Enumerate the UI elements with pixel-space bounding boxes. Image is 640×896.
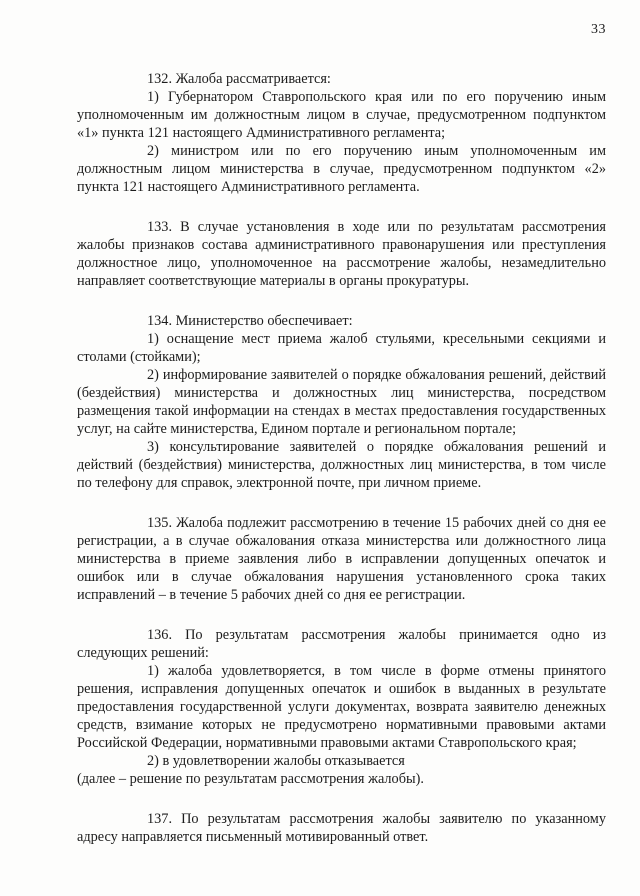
spacer [77,290,606,312]
paragraph-134-item-1: 1) оснащение мест приема жалоб стульями, кресельными секциями и столами (стойками); [77,331,606,365]
document-body [77,70,606,846]
paragraph-135: 135. Жалоба подлежит рассмотрению в течение 15 рабочих дней со дня ее регистрации, а в случае обжалования отказа министерства или должностного лица министерства в приеме заявления либо в исправлении допущенных опечаток и ошибок или в случае обжалования нарушения установленного срока таких исправлений – в течение 5 рабочих дней со дня ее регистрации. [77,515,606,603]
paragraph-134-item-3: 3) консультирование заявителей о порядке обжалования решений и действий (бездействия) министерства, должностных лиц министерства, в том числе по телефону для справок, электронной почте, при личном приеме. [77,439,606,491]
paragraph-136-item-1: 1) жалоба удовлетворяется, в том числе в форме отмены принятого решения, исправления допущенных опечаток и ошибок в выданных в результате предоставления государственной услуги документах, возврата заявителю денежных средств, взимание которых не предусмотрено нормативными правовыми актами Российской Федерации, нормативными правовыми актами Ставропольского края; [77,663,606,751]
page-number: 33 [591,22,606,37]
spacer [77,492,606,514]
spacer [77,788,606,810]
paragraph-136-heading: 136. По результатам рассмотрения жалобы принимается одно из следующих решений: [77,627,606,661]
paragraph-137: 137. По результатам рассмотрения жалобы заявителю по указанному адресу направляется письменный мотивированный ответ. [77,811,606,845]
paragraph-132-heading: 132. Жалоба рассматривается: [147,71,331,87]
paragraph-134-heading: 134. Министерство обеспечивает: [147,313,353,329]
paragraph-132-item-1: 1) Губернатором Ставропольского края или по его поручению иным уполномоченным им должностным лицом в случае, предусмотренном подпунктом «1» пункта 121 настоящего Административного регламента; [77,89,606,141]
spacer [77,196,606,218]
spacer [77,604,606,626]
paragraph-136-item-2: 2) в удовлетворении жалобы отказывается [147,753,405,769]
paragraph-136-tail: (далее – решение по результатам рассмотрения жалобы). [77,771,424,787]
paragraph-133: 133. В случае установления в ходе или по результатам рассмотрения жалобы признаков состава административного правонарушения или преступления должностное лицо, уполномоченное на рассмотрение жалобы, незамедлительно направляет соответствующие материалы в органы прокуратуры. [77,219,606,289]
paragraph-132-item-2: 2) министром или по его поручению иным уполномоченным им должностным лицом министерства в случае, предусмотренном подпунктом «2» пункта 121 настоящего Административного регламента. [77,143,606,195]
paragraph-134-item-2: 2) информирование заявителей о порядке обжалования решений, действий (бездействия) министерства и должностных лиц министерства, посредством размещения такой информации на стендах в местах предоставления государственных услуг, на сайте министерства, Едином портале и региональном портале; [77,367,606,437]
